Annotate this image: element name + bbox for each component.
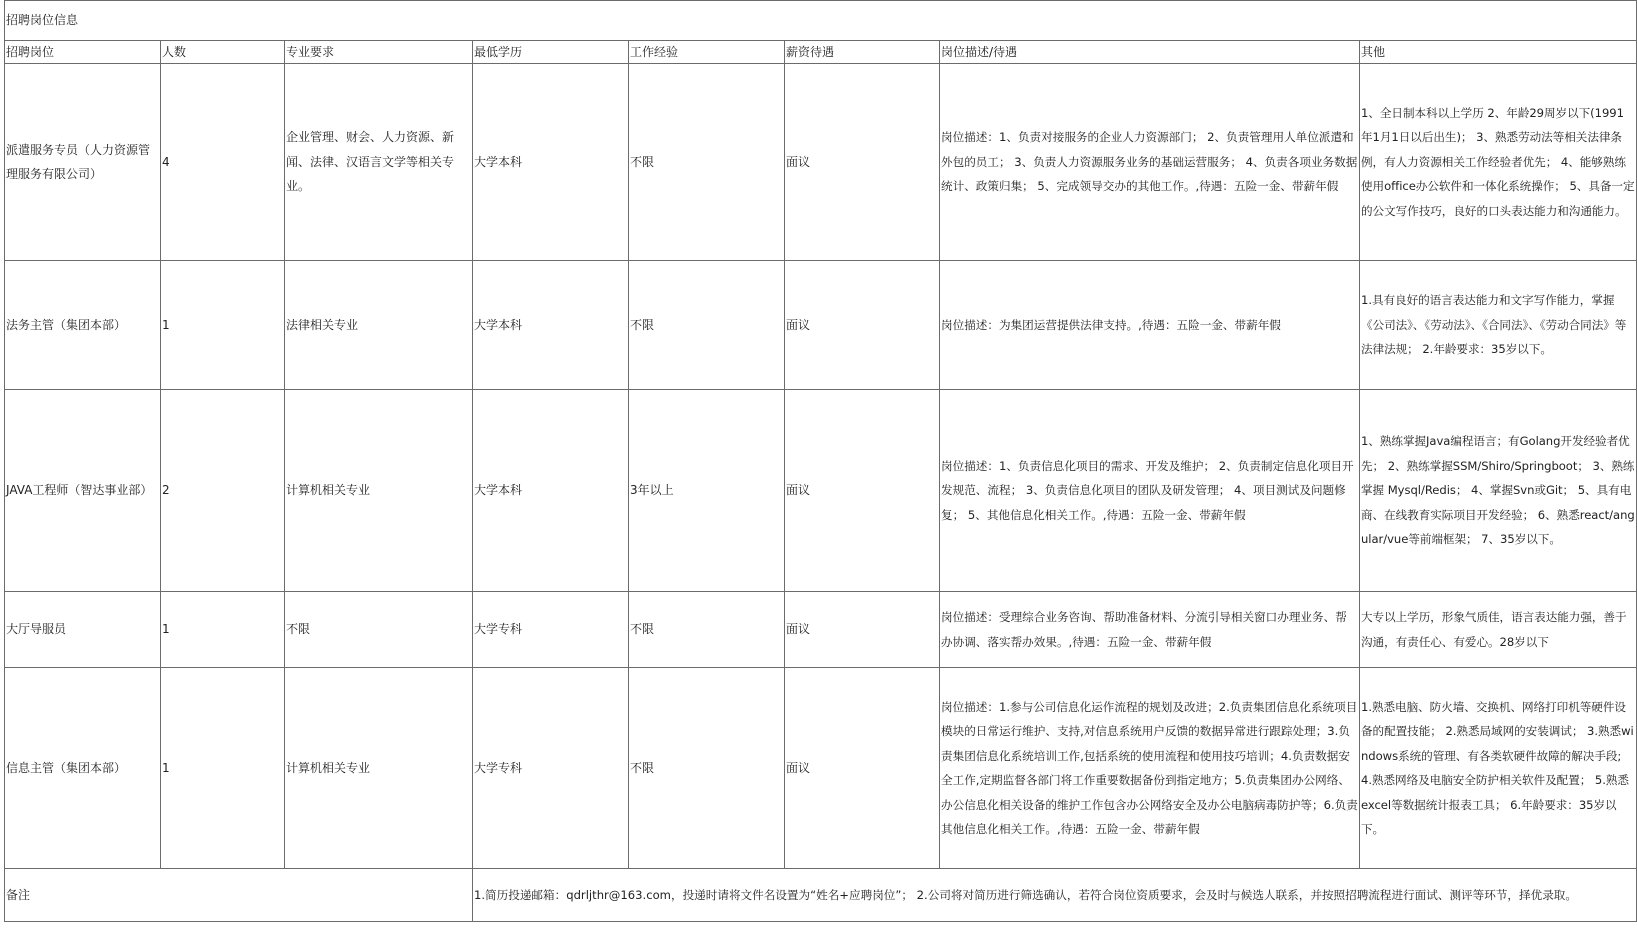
- cell-position: JAVA工程师（智达事业部）: [5, 390, 161, 592]
- header-other: 其他: [1360, 41, 1637, 64]
- header-experience: 工作经验: [629, 41, 785, 64]
- cell-other: 1、熟练掌握Java编程语言；有Golang开发经验者优先； 2、熟练掌握SSM/Shiro/Springboot； 3、熟练掌握 Mysql/Redis； 4、掌握Svn或Git； 5、具有电商、在线教育实际项目开发经验； 6、熟悉react/angular/vue等前端框架； 7、35岁以下。: [1360, 390, 1637, 592]
- table-row: [5, 592, 1637, 668]
- cell-salary: 面议: [785, 390, 940, 592]
- cell-education: 大学本科: [473, 261, 629, 390]
- header-major: 专业要求: [285, 41, 473, 64]
- cell-position: 大厅导服员: [5, 592, 161, 668]
- cell-experience: 不限: [629, 668, 785, 869]
- recruitment-table: [4, 0, 1637, 922]
- header-education: 最低学历: [473, 41, 629, 64]
- note-label: 备注: [5, 869, 473, 922]
- cell-description: 岗位描述：1、负责信息化项目的需求、开发及维护； 2、负责制定信息化项目开发规范、流程； 3、负责信息化项目的团队及研发管理； 4、项目测试及问题修复； 5、其他信息化相关工作。,待遇：五险一金、带薪年假: [940, 390, 1360, 592]
- cell-major: 不限: [285, 592, 473, 668]
- header-description: 岗位描述/待遇: [940, 41, 1360, 64]
- cell-experience: 3年以上: [629, 390, 785, 592]
- table-row: [5, 390, 1637, 592]
- table-row: [5, 261, 1637, 390]
- cell-other: 1.具有良好的语言表达能力和文字写作能力，掌握《公司法》、《劳动法》、《合同法》、《劳动合同法》等法律法规； 2.年龄要求：35岁以下。: [1360, 261, 1637, 390]
- table-row: [5, 64, 1637, 261]
- cell-major: 企业管理、财会、人力资源、新闻、法律、汉语言文学等相关专业。: [285, 64, 473, 261]
- cell-count: 1: [161, 668, 285, 869]
- cell-description: 岗位描述：为集团运营提供法律支持。,待遇：五险一金、带薪年假: [940, 261, 1360, 390]
- cell-major: 计算机相关专业: [285, 390, 473, 592]
- cell-description: 岗位描述：1.参与公司信息化运作流程的规划及改进；2.负责集团信息化系统项目模块的日常运行维护、支持,对信息系统用户反馈的数据异常进行跟踪处理；3.负责集团信息化系统培训工作,包括系统的使用流程和使用技巧培训；4.负责数据安全工作,定期监督各部门将工作重要数据备份到指定地方；5.负责集团办公网络、办公信息化相关设备的维护工作包含办公网络安全及办公电脑病毒防护等；6.负责其他信息化相关工作。,待遇：五险一金、带薪年假: [940, 668, 1360, 869]
- cell-description: 岗位描述：1、负责对接服务的企业人力资源部门； 2、负责管理用人单位派遣和外包的员工； 3、负责人力资源服务业务的基础运营服务； 4、负责各项业务数据统计、政策归集； 5、完成领导交办的其他工作。,待遇：五险一金、带薪年假: [940, 64, 1360, 261]
- cell-major: 法律相关专业: [285, 261, 473, 390]
- cell-count: 2: [161, 390, 285, 592]
- cell-count: 1: [161, 592, 285, 668]
- header-salary: 薪资待遇: [785, 41, 940, 64]
- cell-salary: 面议: [785, 64, 940, 261]
- cell-position: 法务主管（集团本部）: [5, 261, 161, 390]
- cell-salary: 面议: [785, 261, 940, 390]
- table-title: 招聘岗位信息: [5, 1, 1637, 41]
- cell-education: 大学专科: [473, 592, 629, 668]
- table-header-row: [5, 41, 1637, 64]
- job-listing: [4, 0, 1636, 922]
- cell-salary: 面议: [785, 668, 940, 869]
- cell-education: 大学本科: [473, 64, 629, 261]
- table-row: [5, 668, 1637, 869]
- cell-major: 计算机相关专业: [285, 668, 473, 869]
- note-row: [5, 869, 1637, 922]
- cell-experience: 不限: [629, 64, 785, 261]
- cell-position: 信息主管（集团本部）: [5, 668, 161, 869]
- table-title-row: [5, 1, 1637, 41]
- header-position: 招聘岗位: [5, 41, 161, 64]
- header-count: 人数: [161, 41, 285, 64]
- cell-position: 派遣服务专员（人力资源管理服务有限公司）: [5, 64, 161, 261]
- cell-count: 4: [161, 64, 285, 261]
- cell-description: 岗位描述：受理综合业务咨询、帮助准备材料、分流引导相关窗口办理业务、帮办协调、落实帮办效果。,待遇：五险一金、带薪年假: [940, 592, 1360, 668]
- cell-education: 大学本科: [473, 390, 629, 592]
- note-text: 1.简历投递邮箱：qdrljthr@163.com，投递时请将文件名设置为“姓名+应聘岗位”； 2.公司将对简历进行筛选确认，若符合岗位资质要求，会及时与候选人联系，并按照招聘流程进行面试、测评等环节，择优录取。: [473, 869, 1637, 922]
- cell-experience: 不限: [629, 261, 785, 390]
- cell-salary: 面议: [785, 592, 940, 668]
- cell-education: 大学专科: [473, 668, 629, 869]
- cell-experience: 不限: [629, 592, 785, 668]
- cell-count: 1: [161, 261, 285, 390]
- cell-other: 大专以上学历，形象气质佳，语言表达能力强，善于沟通，有责任心、有爱心。28岁以下: [1360, 592, 1637, 668]
- cell-other: 1、全日制本科以上学历 2、年龄29周岁以下(1991年1月1日以后出生)； 3、熟悉劳动法等相关法律条例，有人力资源相关工作经验者优先； 4、能够熟练使用office办公软件和一体化系统操作； 5、具备一定的公文写作技巧，良好的口头表达能力和沟通能力。: [1360, 64, 1637, 261]
- cell-other: 1.熟悉电脑、防火墙、交换机、网络打印机等硬件设备的配置技能； 2.熟悉局域网的安装调试； 3.熟悉windows系统的管理、有各类软硬件故障的解决手段; 4.熟悉网络及电脑安全防护相关软件及配置； 5.熟悉excel等数据统计报表工具； 6.年龄要求：35岁以下。: [1360, 668, 1637, 869]
